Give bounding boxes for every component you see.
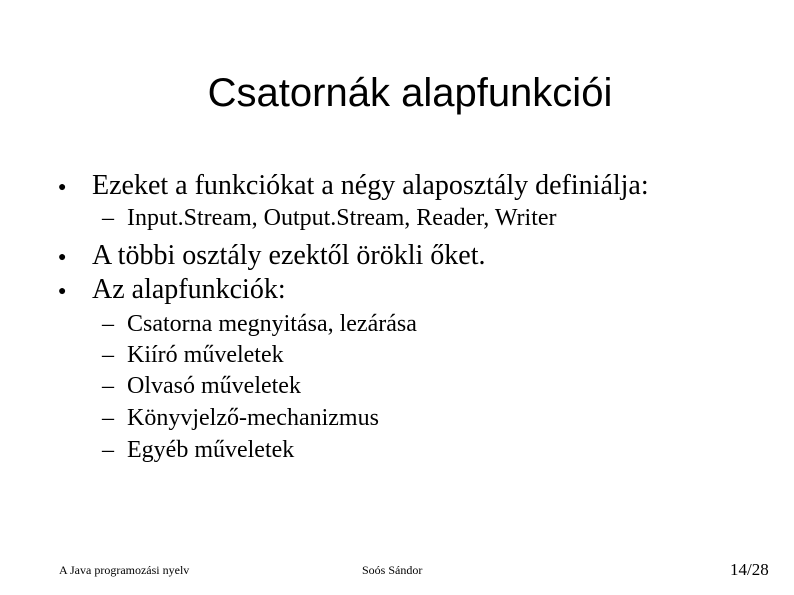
dash-icon: –: [102, 373, 114, 399]
sub-bullet-text: Input.Stream, Output.Stream, Reader, Writer: [127, 205, 557, 231]
sub-bullet-item: [102, 436, 294, 464]
footer-course-title: A Java programozási nyelv: [59, 563, 190, 577]
footer-page-number: 14/28: [730, 560, 769, 579]
dash-icon: –: [102, 342, 114, 368]
dash-icon: –: [102, 311, 114, 337]
bullet-item-1: [58, 170, 649, 204]
dash-icon: –: [102, 205, 114, 231]
sub-bullet-item: [102, 404, 379, 432]
sub-bullet-text: Csatorna megnyitása, lezárása: [127, 311, 417, 337]
footer-author: Soós Sándor: [362, 563, 423, 577]
sub-bullet-item: [102, 310, 417, 338]
sub-bullet-item: [102, 204, 557, 232]
bullet-icon: ●: [58, 283, 67, 299]
bullet-item-3: [58, 274, 286, 308]
sub-bullet-text: Kiíró műveletek: [127, 342, 284, 368]
sub-bullet-item: [102, 372, 301, 400]
sub-bullet-text: Egyéb műveletek: [127, 437, 295, 463]
bullet-item-2: [58, 240, 485, 274]
bullet-text: Az alapfunkciók:: [92, 274, 286, 305]
sub-bullet-text: Olvasó műveletek: [127, 373, 301, 399]
bullet-icon: ●: [58, 179, 67, 195]
slide-title: Csatornák alapfunkciói: [207, 71, 613, 115]
bullet-icon: ●: [58, 249, 67, 265]
dash-icon: –: [102, 437, 114, 463]
sub-bullet-item: [102, 341, 284, 369]
sub-bullet-text: Könyvjelző-mechanizmus: [127, 405, 379, 431]
dash-icon: –: [102, 405, 114, 431]
bullet-text: A többi osztály ezektől örökli őket.: [92, 240, 486, 271]
bullet-text: Ezeket a funkciókat a négy alaposztály definiálja:: [92, 170, 649, 201]
